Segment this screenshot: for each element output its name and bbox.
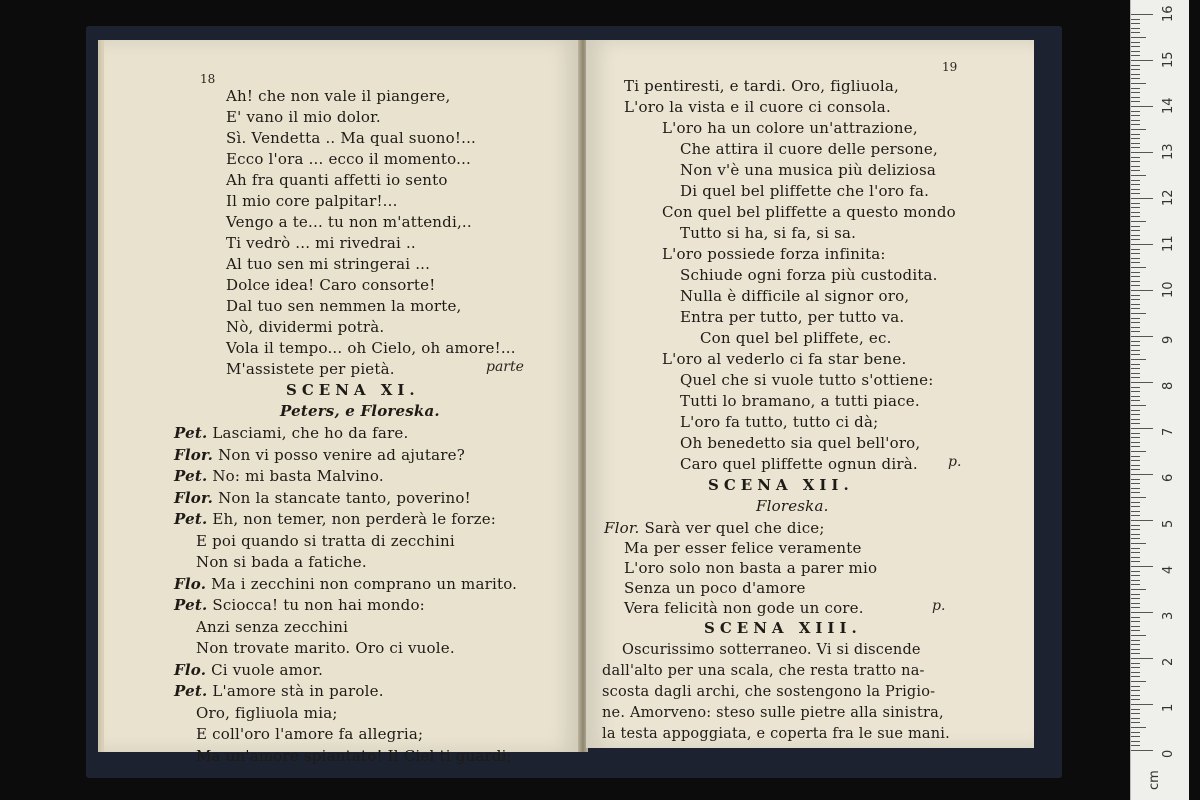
ruler-tick (1131, 538, 1140, 539)
ruler-tick (1131, 653, 1140, 654)
ruler-tick (1131, 111, 1140, 112)
ruler-tick (1131, 635, 1146, 636)
ruler-tick (1131, 695, 1140, 696)
ruler-tick (1131, 561, 1140, 562)
page-number: 19 (942, 60, 958, 74)
ruler-tick (1131, 571, 1140, 572)
ruler-tick (1131, 667, 1140, 668)
ruler-number: 3 (1161, 611, 1176, 620)
ruler-tick (1131, 506, 1140, 507)
dialogue-line (196, 617, 348, 637)
ruler-tick (1131, 129, 1146, 130)
ruler-tick (1131, 580, 1140, 581)
ruler-tick (1131, 621, 1140, 622)
ruler-tick (1131, 345, 1140, 346)
ruler-tick (1131, 32, 1140, 33)
dialogue-text: Vera felicità non gode un core. (624, 599, 864, 617)
verse-line: L'oro fa tutto, tutto ci dà; (680, 413, 879, 431)
ruler-tick (1131, 189, 1140, 190)
verse-line: Con quel bel pliffette a questo mondo (662, 203, 956, 221)
ruler-tick (1131, 244, 1153, 245)
verse-line: Al tuo sen mi stringerai ... (226, 255, 431, 273)
ruler-tick (1131, 382, 1153, 383)
ruler-number: 4 (1161, 565, 1176, 574)
ruler-tick (1131, 230, 1140, 231)
ruler-tick (1131, 318, 1140, 319)
ruler-tick (1131, 663, 1140, 664)
ruler-tick (1131, 598, 1140, 599)
ruler-tick (1131, 469, 1140, 470)
ruler-tick (1131, 166, 1140, 167)
ruler-tick (1131, 405, 1146, 406)
verse-line: L'oro possiede forza infinita: (662, 245, 886, 263)
ruler-tick (1131, 483, 1140, 484)
verse-line: Oh benedetto sia quel bell'oro, (680, 434, 921, 452)
ruler-tick (1131, 460, 1140, 461)
ruler-tick (1131, 584, 1140, 585)
ruler-tick (1131, 235, 1140, 236)
stage-note: p. (932, 598, 946, 614)
ruler-tick (1131, 515, 1140, 516)
ruler-tick (1131, 594, 1140, 595)
ruler-tick (1131, 239, 1140, 240)
ruler-tick (1131, 262, 1140, 263)
verse-line: Entra per tutto, per tutto va. (680, 308, 905, 326)
ruler-tick (1131, 161, 1140, 162)
ruler-tick (1131, 492, 1140, 493)
verse-line: Ti vedrò ... mi rivedrai .. (226, 234, 416, 252)
verse-line: Nulla è difficile al signor oro, (680, 287, 910, 305)
speaker-label: Pet. (174, 682, 208, 700)
ruler-tick (1131, 336, 1153, 337)
ruler-tick (1131, 437, 1140, 438)
dialogue-text: Eh, non temer, non perderà le forze: (212, 510, 497, 528)
dialogue-line (196, 746, 512, 766)
verse-line: Di quel bel pliffette che l'oro fa. (680, 182, 930, 200)
ruler-tick (1131, 626, 1140, 627)
dialogue-line (174, 466, 384, 486)
ruler-tick (1131, 607, 1140, 608)
dialogue-text: Lasciami, che ho da fare. (212, 424, 409, 442)
ruler-tick (1131, 65, 1140, 66)
ruler-tick (1131, 69, 1140, 70)
ruler-tick (1131, 497, 1146, 498)
stage-direction-line: dall'alto per una scala, che resta tratto na- (602, 663, 925, 679)
verse-line: Ah! che non vale il piangere, (226, 87, 451, 105)
ruler-tick (1131, 327, 1140, 328)
verse-line: E' vano il mio dolor. (226, 108, 381, 126)
ruler-tick (1131, 180, 1140, 181)
ruler-tick (1131, 364, 1140, 365)
stage-direction-line: Oscurissimo sotterraneo. Vi si discende (622, 642, 921, 658)
ruler-tick (1131, 391, 1140, 392)
dialogue-line (196, 638, 455, 658)
scene-heading: SCENA XI. (286, 381, 420, 399)
ruler-tick (1131, 106, 1153, 107)
ruler-tick (1131, 552, 1140, 553)
ruler-tick (1131, 359, 1146, 360)
ruler-tick (1131, 446, 1140, 447)
ruler-tick (1131, 281, 1140, 282)
stage-direction-line: la testa appoggiata, e coperta fra le sue mani. (602, 726, 950, 742)
verse-line: Ti pentiresti, e tardi. Oro, figliuola, (624, 77, 899, 95)
ruler-tick (1131, 83, 1146, 84)
verse-line: Il mio core palpitar!... (226, 192, 398, 210)
ruler-tick (1131, 88, 1140, 89)
ruler-tick (1131, 745, 1140, 746)
ruler-tick (1131, 630, 1140, 631)
speaker-label: Flor. (174, 488, 214, 507)
dialogue-text: Oro, figliuola mia; (196, 703, 338, 722)
right-page (586, 40, 1034, 748)
ruler-tick (1131, 226, 1140, 227)
verse-line: M'assistete per pietà. (226, 360, 395, 378)
ruler-tick (1131, 617, 1140, 618)
ruler-number: 13 (1161, 143, 1176, 160)
scene-heading: SCENA XII. (708, 476, 854, 494)
ruler-tick (1131, 640, 1140, 641)
ruler-tick (1131, 193, 1140, 194)
stage-direction-line: ne. Amorveno: steso sulle pietre alla sinistra, (602, 705, 944, 721)
dialogue-line (174, 681, 384, 701)
dialogue-text: Non si bada a fatiche. (196, 553, 367, 571)
ruler-tick (1131, 170, 1140, 171)
ruler-tick (1131, 258, 1140, 259)
ruler-tick (1131, 400, 1140, 401)
ruler-tick (1131, 120, 1140, 121)
ruler-tick (1131, 97, 1140, 98)
ruler-tick (1131, 732, 1140, 733)
dialogue-text: Ma un'amore spiantato! Il Ciel ti guardi; (196, 746, 512, 765)
stage-direction-line: scosta dagli archi, che sostengono la Prigio- (602, 684, 936, 700)
ruler-tick (1131, 704, 1153, 705)
dialogue-text: Non trovate marito. Oro ci vuole. (196, 639, 455, 657)
ruler-number: 9 (1161, 335, 1176, 344)
ruler-tick (1131, 750, 1153, 751)
cast-list: Peters, e Floreska. (280, 402, 440, 420)
ruler-tick (1131, 216, 1140, 217)
verse-line: Ecco l'ora ... ecco il momento... (226, 150, 472, 168)
ruler-tick (1131, 419, 1140, 420)
ruler-tick (1131, 713, 1140, 714)
ruler-tick (1131, 203, 1140, 204)
dialogue-line (174, 509, 496, 529)
ruler-tick (1131, 285, 1140, 286)
verse-line: Sì. Vendetta .. Ma qual suono!... (226, 129, 477, 147)
ruler-tick (1131, 60, 1153, 61)
ruler-tick (1131, 354, 1140, 355)
ruler-tick (1131, 74, 1140, 75)
ruler-number: 10 (1161, 281, 1176, 298)
dialogue-line (196, 531, 455, 551)
ruler-tick (1131, 331, 1140, 332)
ruler-tick (1131, 502, 1140, 503)
stage-note: parte (486, 359, 524, 375)
ruler-number: 8 (1161, 381, 1176, 390)
verse-line: Che attira il cuore delle persone, (680, 140, 938, 158)
ruler-tick (1131, 78, 1140, 79)
ruler-tick (1131, 722, 1140, 723)
ruler-tick (1131, 686, 1140, 687)
ruler-tick (1131, 19, 1140, 20)
verse-line: Quel che si vuole tutto s'ottiene: (680, 371, 934, 389)
ruler-tick (1131, 410, 1140, 411)
ruler-tick (1131, 681, 1146, 682)
ruler-tick (1131, 276, 1140, 277)
dialogue-text: No: mi basta Malvino. (212, 467, 384, 485)
verse-line: L'oro al vederlo ci fa star bene. (662, 350, 907, 368)
ruler-tick (1131, 534, 1140, 535)
measurement-ruler (1130, 0, 1189, 800)
ruler-tick (1131, 736, 1140, 737)
ruler-tick (1131, 184, 1140, 185)
dialogue-line (624, 538, 862, 558)
dialogue-line (196, 703, 338, 723)
dialogue-text: Ma per esser felice veramente (624, 539, 862, 557)
dialogue-text: L'amore stà in parole. (212, 682, 384, 700)
ruler-tick (1131, 511, 1140, 512)
verse-line: Caro quel pliffette ognun dirà. (680, 455, 918, 473)
dialogue-text: E coll'oro l'amore fa allegria; (196, 725, 424, 743)
ruler-tick (1131, 42, 1140, 43)
ruler-tick (1131, 313, 1146, 314)
dialogue-line (624, 598, 864, 618)
dialogue-line (624, 558, 877, 578)
dialogue-line (196, 724, 423, 744)
ruler-tick (1131, 23, 1140, 24)
ruler-tick (1131, 124, 1140, 125)
speaker-label: Flo. (174, 660, 207, 679)
ruler-tick (1131, 377, 1140, 378)
ruler-tick (1131, 423, 1140, 424)
speaker-label: Flor. (604, 519, 640, 537)
ruler-number: 1 (1161, 703, 1176, 712)
ruler-tick (1131, 396, 1140, 397)
verse-line: Dal tuo sen nemmen la morte, (226, 297, 462, 315)
ruler-tick (1131, 267, 1146, 268)
ruler-tick (1131, 341, 1140, 342)
ruler-tick (1131, 157, 1140, 158)
ruler-tick (1131, 368, 1140, 369)
ruler-unit: cm (1147, 770, 1162, 790)
ruler-tick (1131, 28, 1140, 29)
ruler-tick (1131, 143, 1140, 144)
ruler-tick (1131, 198, 1153, 199)
ruler-tick (1131, 479, 1140, 480)
dialogue-text: Anzi senza zecchini (196, 617, 349, 636)
ruler-tick (1131, 428, 1153, 429)
ruler-number: 16 (1161, 5, 1176, 22)
ruler-tick (1131, 350, 1140, 351)
dialogue-text: Sarà ver quel che dice; (644, 519, 825, 537)
ruler-tick (1131, 272, 1140, 273)
ruler-number: 2 (1161, 657, 1176, 666)
scene-heading: SCENA XIII. (704, 619, 862, 637)
dialogue-line (174, 445, 465, 465)
dialogue-line (174, 595, 425, 615)
ruler-tick (1131, 414, 1140, 415)
ruler-tick (1131, 373, 1140, 374)
ruler-tick (1131, 658, 1153, 659)
ruler-number: 12 (1161, 189, 1176, 206)
ruler-tick (1131, 299, 1140, 300)
speaker-label: Pet. (174, 467, 208, 485)
ruler-tick (1131, 290, 1153, 291)
ruler-tick (1131, 649, 1140, 650)
verse-line: Nò, dividermi potrà. (226, 318, 385, 336)
ruler-tick (1131, 308, 1140, 309)
verse-line: Tutti lo bramano, a tutti piace. (680, 392, 920, 410)
ruler-tick (1131, 474, 1153, 475)
stage-note: p. (948, 454, 962, 470)
ruler-tick (1131, 249, 1140, 250)
ruler-tick (1131, 676, 1140, 677)
ruler-number: 14 (1161, 97, 1176, 114)
ruler-tick (1131, 543, 1146, 544)
dialogue-text: Senza un poco d'amore (624, 579, 806, 597)
verse-line: L'oro la vista e il cuore ci consola. (624, 98, 891, 116)
ruler-tick (1131, 212, 1140, 213)
ruler-number: 0 (1161, 749, 1176, 758)
ruler-number: 6 (1161, 473, 1176, 482)
ruler-tick (1131, 699, 1140, 700)
ruler-tick (1131, 589, 1146, 590)
ruler-tick (1131, 672, 1140, 673)
verse-line: Con quel bel pliffete, ec. (700, 329, 892, 347)
ruler-tick (1131, 718, 1140, 719)
dialogue-text: E poi quando si tratta di zecchini (196, 531, 455, 550)
ruler-tick (1131, 115, 1140, 116)
ruler-tick (1131, 612, 1153, 613)
ruler-tick (1131, 221, 1146, 222)
ruler-tick (1131, 433, 1140, 434)
ruler-tick (1131, 295, 1140, 296)
ruler-tick (1131, 147, 1140, 148)
verse-line: L'oro ha un colore un'attrazione, (662, 119, 918, 137)
dialogue-text: Non vi posso venire ad ajutare? (218, 445, 465, 464)
ruler-tick (1131, 46, 1140, 47)
ruler-tick (1131, 456, 1140, 457)
ruler-tick (1131, 644, 1140, 645)
verse-line: Non v'è una musica più deliziosa (680, 161, 937, 179)
ruler-tick (1131, 603, 1140, 604)
ruler-tick (1131, 253, 1140, 254)
ruler-tick (1131, 55, 1140, 56)
ruler-tick (1131, 741, 1140, 742)
ruler-tick (1131, 525, 1140, 526)
speaker-label: Flo. (174, 574, 207, 593)
ruler-tick (1131, 152, 1153, 153)
dialogue-line (174, 423, 408, 443)
page-number: 18 (200, 72, 216, 86)
ruler-tick (1131, 175, 1146, 176)
ruler-tick (1131, 575, 1140, 576)
dialogue-line (174, 488, 471, 508)
verse-line: Schiude ogni forza più custodita. (680, 266, 938, 284)
ruler-tick (1131, 101, 1140, 102)
verse-line: Dolce idea! Caro consorte! (226, 276, 436, 294)
speaker-label: Flor. (174, 445, 214, 464)
ruler-tick (1131, 322, 1140, 323)
ruler-tick (1131, 709, 1140, 710)
ruler-tick (1131, 304, 1140, 305)
ruler-tick (1131, 207, 1140, 208)
left-page (104, 40, 580, 765)
dialogue-line (174, 660, 323, 680)
speaker-label: Pet. (174, 596, 208, 614)
ruler-tick (1131, 14, 1153, 15)
ruler-tick (1131, 557, 1140, 558)
dialogue-text: Ma i zecchini non comprano un marito. (211, 574, 518, 593)
ruler-tick (1131, 387, 1140, 388)
speaker-label: Pet. (174, 510, 208, 528)
ruler-tick (1131, 488, 1140, 489)
dialogue-text: Ci vuole amor. (211, 660, 324, 679)
speaker-label: Pet. (174, 424, 208, 442)
dialogue-line (174, 574, 517, 594)
ruler-tick (1131, 566, 1153, 567)
dialogue-line (604, 518, 825, 538)
verse-line: Vola il tempo... oh Cielo, oh amore!... (226, 339, 516, 357)
ruler-tick (1131, 451, 1146, 452)
ruler-number: 5 (1161, 519, 1176, 528)
ruler-tick (1131, 138, 1140, 139)
ruler-tick (1131, 51, 1140, 52)
ruler-tick (1131, 442, 1140, 443)
ruler-number: 11 (1161, 235, 1176, 252)
ruler-tick (1131, 37, 1146, 38)
dialogue-text: Non la stancate tanto, poverino! (218, 488, 471, 507)
dialogue-text: L'oro solo non basta a parer mio (624, 559, 878, 577)
verse-line: Tutto si ha, si fa, si sa. (680, 224, 857, 242)
dialogue-line (196, 552, 367, 572)
ruler-number: 7 (1161, 427, 1176, 436)
ruler-tick (1131, 727, 1146, 728)
ruler-tick (1131, 465, 1140, 466)
dialogue-line (624, 578, 806, 598)
ruler-tick (1131, 520, 1153, 521)
ruler-tick (1131, 529, 1140, 530)
dialogue-text: Sciocca! tu non hai mondo: (212, 596, 425, 614)
ruler-tick (1131, 690, 1140, 691)
verse-line: Vengo a te... tu non m'attendi,.. (226, 213, 472, 231)
cast-list: Floreska. (756, 497, 829, 515)
ruler-tick (1131, 548, 1140, 549)
ruler-tick (1131, 134, 1140, 135)
verse-line: Ah fra quanti affetti io sento (226, 171, 448, 189)
ruler-number: 15 (1161, 51, 1176, 68)
ruler-tick (1131, 92, 1140, 93)
